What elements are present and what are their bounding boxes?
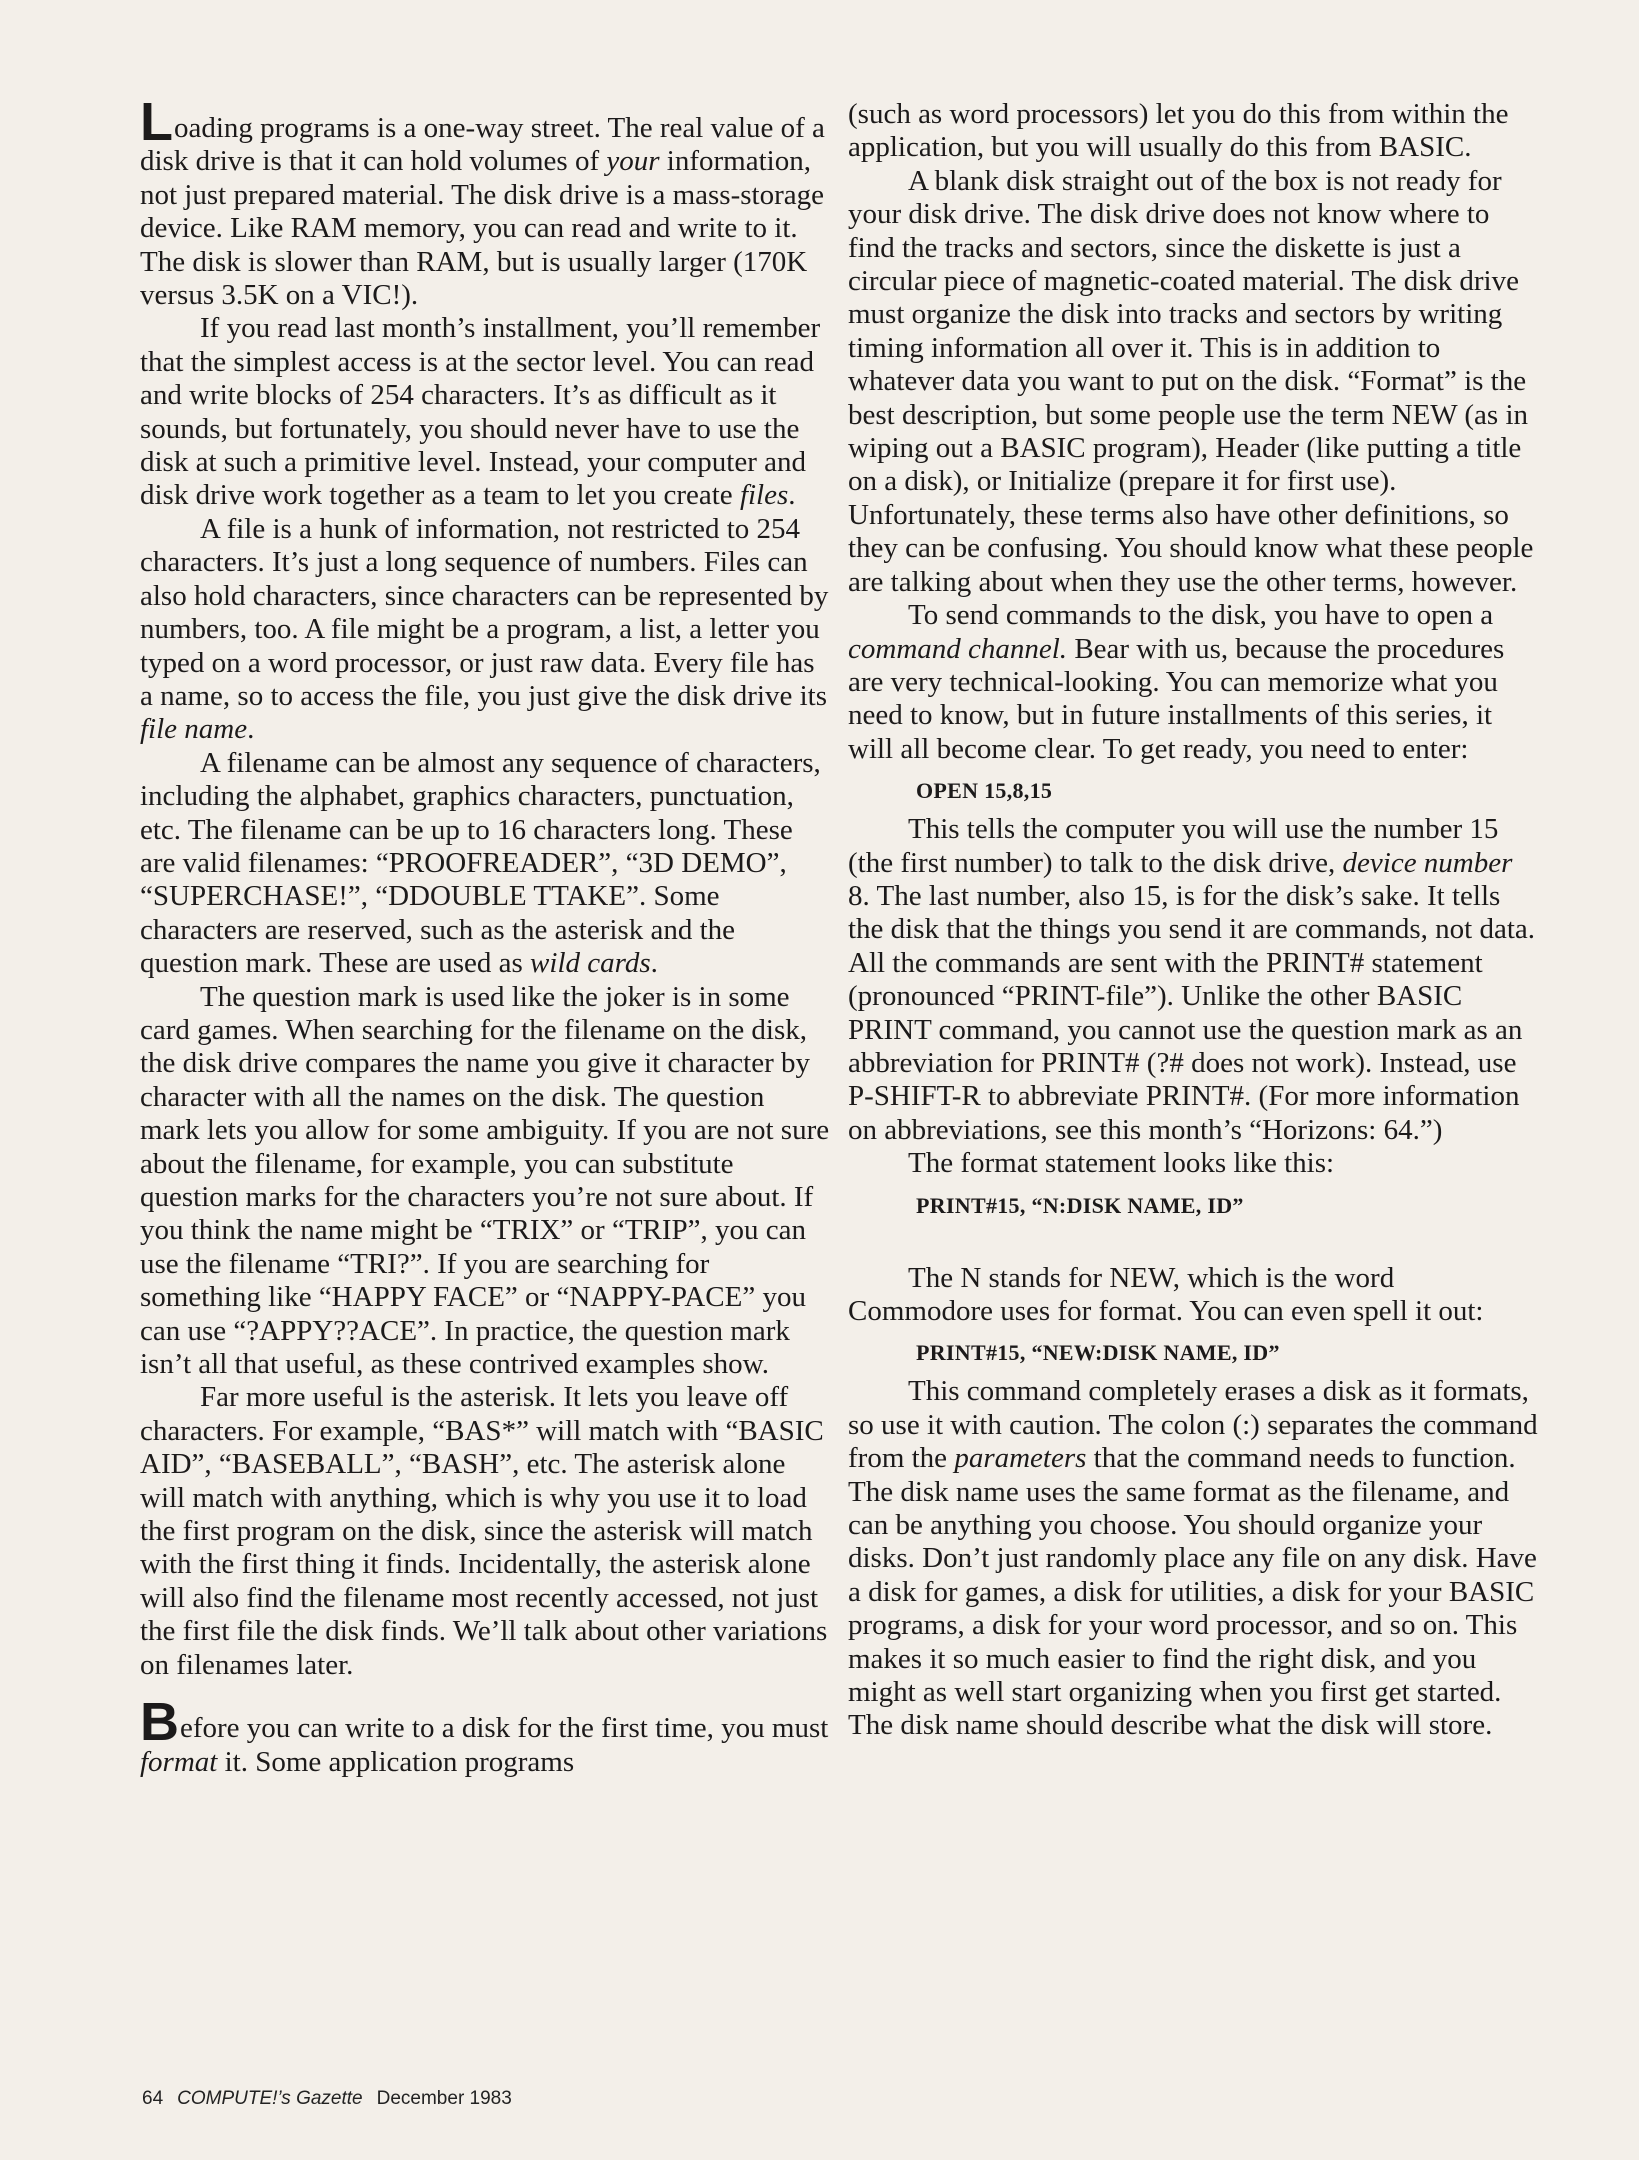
paragraph: A blank disk straight out of the box is not ready for your disk drive. The disk drive does not know where to find the tracks and sectors, since the diskette is just a circular piece of magnetic-coated material. The disk drive must organize the disk into tracks and sectors by writing timing information all over it. This is in addition to whatever data you want to put on the disk. “Format” is the best description, but some people use the term NEW (as in wiping out a BASIC program), Header (like putting a title on a disk), or Initialize (prepare it for first use). Unfortunately, these terms also have other definitions, so they can be confusing. You should know what these people are talking about when they use the other terms, however. [848,164,1534,598]
paragraph: If you read last month’s installment, you’ll remember that the simplest access is at the sector level. You can read and write blocks of 254 characters. It’s as difficult as it sounds, but fortunately, you should never have to use the disk at such a primitive level. Instead, your computer and disk drive work together as a team to let you create files. [140,312,821,512]
paragraph: This tells the computer you will use the number 15 (the first number) to talk to the disk drive, device number 8. The last number, also 15, is for the disk’s sake. It tells the disk that the things you send it are commands, not data. All the commands are sent with the PRINT# statement (pronounced “PRINT-file”). Unlike the other BASIC PRINT command, you cannot use the question mark as an abbreviation for PRINT# (?# does not work). Instead, use P-SHIFT-R to abbreviate PRINT#. (For more information on abbreviations, see this month’s “Horizons: 64.”) [848,813,1536,1146]
paragraph: To send commands to the disk, you have to open a command channel. Bear with us, because the procedures are very technical-looking. You can memorize what you need to know, but in future installments of this series, it will all become clear. To get ready, you need to enter: [848,599,1505,765]
page-footer [142,2088,512,2110]
page-number: 64 [142,2088,164,2109]
issue-date: December 1983 [376,2088,512,2109]
paragraph: The format statement looks like this: [908,1147,1335,1180]
code-line: PRINT#15, “N:DISK NAME, ID” [916,1192,1244,1218]
paragraph: The question mark is used like the joker is in some card games. When searching for the filename on the disk, the disk drive compares the name you give it character by character with all the names on the disk. The question mark lets you allow for some ambiguity. If you are not sure about the filename, for example, you can substitute question marks for the characters you’re not sure about. If you think the name might be “TRIX” or “TRIP”, you can use the filename “TRI?”. If you are searching for something like “HAPPY FACE” or “NAPPY-PACE” you can use “?APPY??ACE”. In practice, the question mark isn’t all that useful, as these contrived examples show. [140,980,830,1381]
paragraph: The N stands for NEW, which is the word Commodore uses for format. You can even spell it out: [848,1261,1484,1327]
paragraph: A filename can be almost any sequence of characters, including the alphabet, graphics characters, punctuation, etc. The filename can be up to 16 characters long. These are valid filenames: “PROOFREADER”, “3D DEMO”, “SUPERCHASE!”, “DDOUBLE TTAKE”. Some characters are reserved, such as the asterisk and the question mark. These are used as wild cards. [140,746,821,980]
magazine-title: COMPUTE!’s Gazette [177,2088,363,2109]
code-line: OPEN 15,8,15 [916,778,1053,804]
paragraph: (such as word processors) let you do this from within the application, but you will usually do this from BASIC. [848,98,1509,164]
paragraph: Before you can write to a disk for the first time, you must format it. Some application programs [140,1692,829,1778]
drop-cap: L [140,92,173,152]
drop-cap: B [140,1692,179,1753]
paragraph: Far more useful is the asterisk. It lets you leave off characters. For example, “BAS*” will match with “BASIC AID”, “BASEBALL”, “BASH”, etc. The asterisk alone will match with anything, which is why you use it to load the first program on the disk, since the asterisk will match with the first thing it finds. Incidentally, the asterisk alone will also find the filename most recently accessed, not just the first file the disk finds. We’ll talk about other variations on filenames later. [140,1381,828,1681]
paragraph: A file is a hunk of information, not restricted to 254 characters. It’s just a long sequence of numbers. Files can also hold characters, since characters can be represented by numbers, too. A file might be a program, a list, a letter you typed on a word processor, or just raw data. Every file has a name, so to access the file, you just give the disk drive its file name. [140,512,829,746]
code-line: PRINT#15, “NEW:DISK NAME, ID” [916,1340,1280,1366]
paragraph: This command completely erases a disk as it formats, so use it with caution. The colon (:) separates the command from the parameters that the command needs to function. The disk name uses the same format as the filename, and can be anything you choose. You should organize your disks. Don’t just randomly place any file on any disk. Have a disk for games, a disk for utilities, a disk for your BASIC programs, a disk for your word processor, and so on. This makes it so much easier to find the right disk, and you might as well start organizing when you first get started. The disk name should describe what the disk will store. [848,1375,1538,1742]
paragraph: Loading programs is a one-way street. The real value of a disk drive is that it can hold volumes of your information, not just prepared material. The disk drive is a mass-storage device. Like RAM memory, you can read and write to it. The disk is slower than RAM, but is usually larger (170K versus 3.5K on a VIC!). [140,92,825,312]
left-column [140,0,830,1779]
right-column [848,0,1538,1743]
